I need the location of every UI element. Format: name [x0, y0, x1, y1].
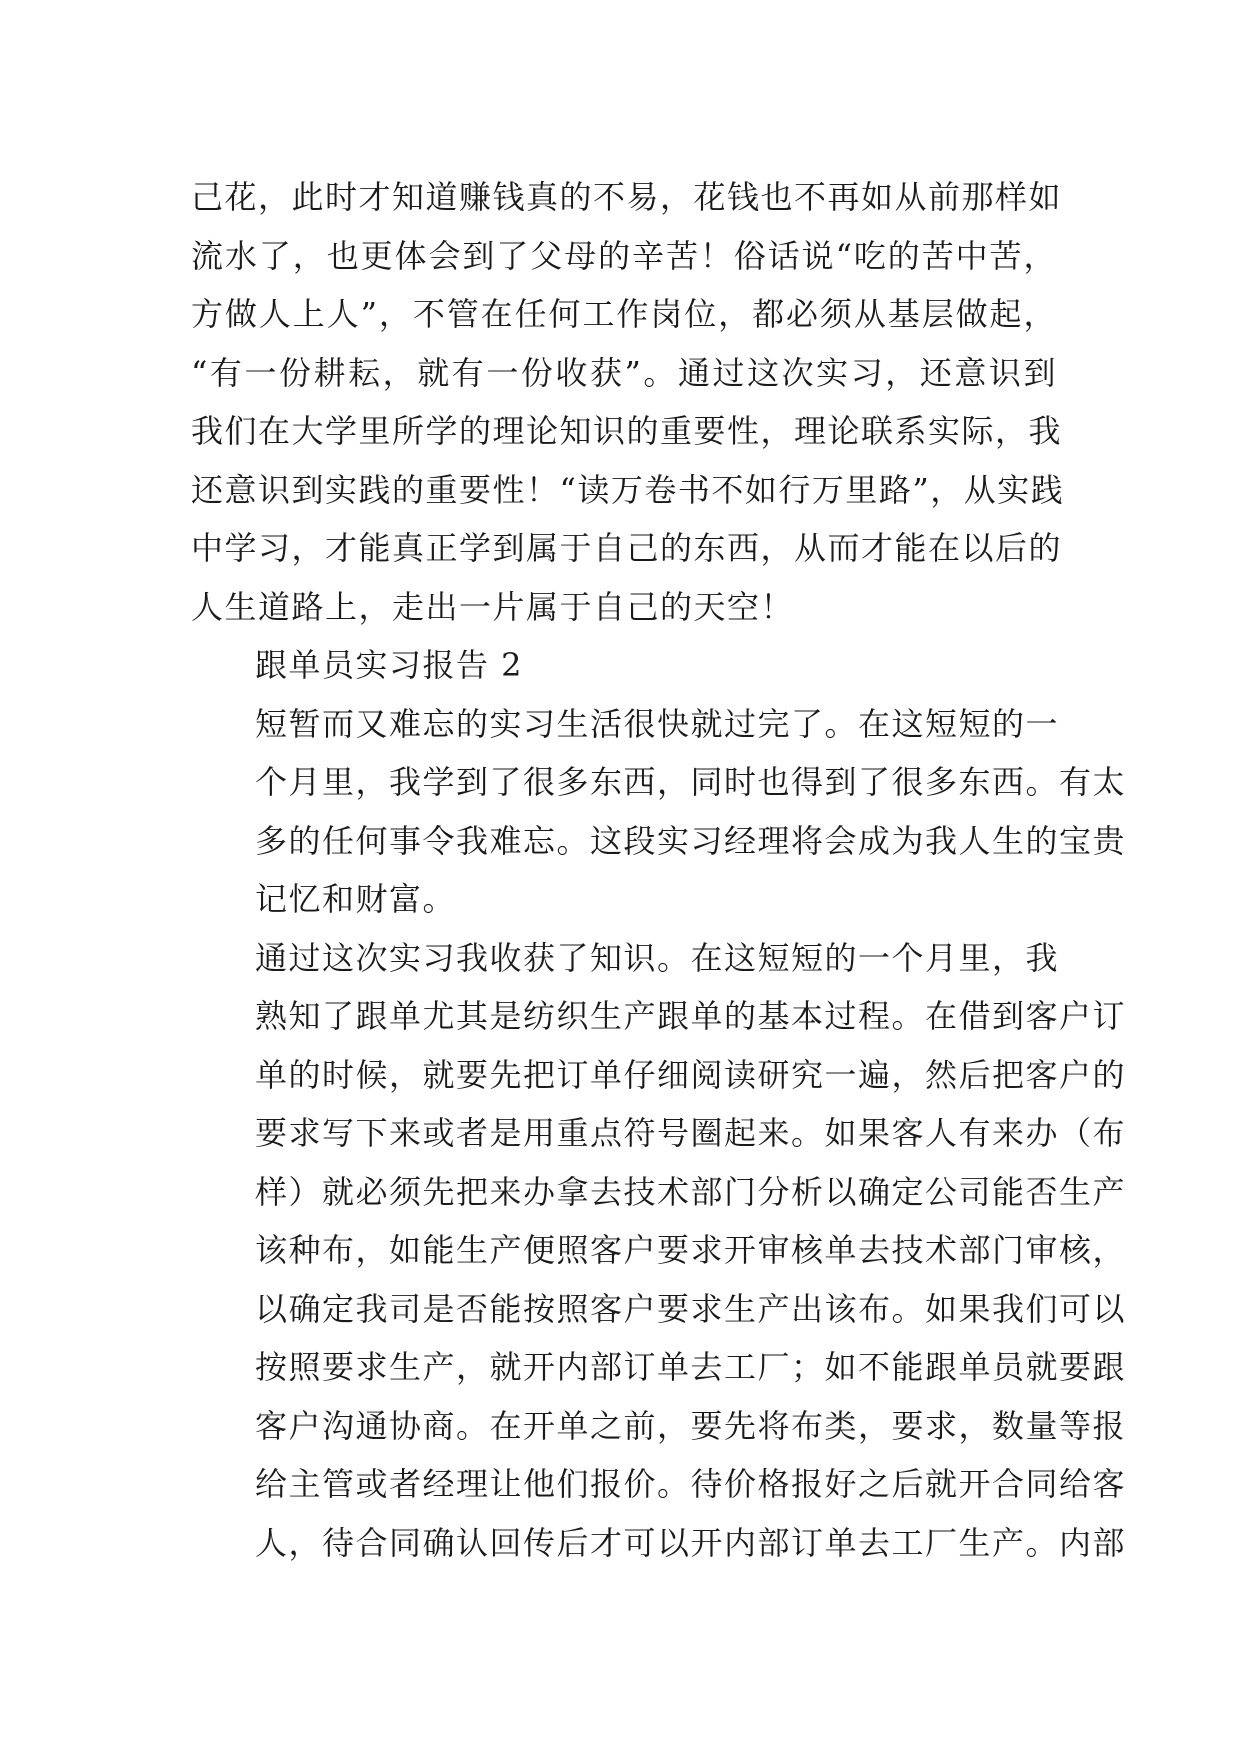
text-line: 单的时候，就要先把订单仔细阅读研究一遍，然后把客户的 [255, 1055, 1127, 1094]
text-line: 个月里，我学到了很多东西，同时也得到了很多东西。有太 [255, 763, 1127, 801]
document-body [191, 168, 1127, 1572]
section-heading [191, 636, 1057, 695]
text-line: 记忆和财富。 [255, 880, 457, 918]
text-line: 我们在大学里所学的理论知识的重要性，理论联系实际，我 [191, 412, 1063, 450]
text-line: 给主管或者经理让他们报价。待价格报好之后就开合同给客 [255, 1465, 1127, 1503]
paragraph [191, 929, 1127, 1573]
text-line: 人生道路上，走出一片属于自己的天空！ [191, 587, 795, 626]
text-line: 客户沟通协商。在开单之前，要先将布类，要求，数量等报 [255, 1406, 1127, 1445]
text-line: 人，待合同确认回传后才可以开内部订单去工厂生产。内部 [255, 1523, 1127, 1562]
text-line: 样）就必须先把来办拿去技术部门分析以确定公司能否生产 [255, 1172, 1127, 1211]
text-line: 以确定我司是否能按照客户要求生产出该布。如果我们可以 [255, 1289, 1127, 1328]
text-line: 还意识到实践的重要性！“读万卷书不如行万里路”，从实践 [191, 470, 1065, 509]
text-line: 要求写下来或者是用重点符号圈起来。如果客人有来办（布 [255, 1114, 1127, 1152]
text-line: 熟知了跟单尤其是纺织生产跟单的基本过程。在借到客户订 [255, 997, 1127, 1035]
paragraph [191, 168, 1065, 636]
text-line: 多的任何事令我难忘。这段实习经理将会成为我人生的宝贵 [255, 821, 1127, 860]
paragraph [191, 695, 1127, 929]
text-line: 跟单员实习报告 2 [255, 646, 524, 684]
text-line: 短暂而又难忘的实习生活很快就过完了。在这短短的一 [255, 704, 1060, 743]
text-line: 流水了，也更体会到了父母的辛苦！俗话说“吃的苦中苦， [191, 236, 1057, 275]
text-line: 按照要求生产，就开内部订单去工厂；如不能跟单员就要跟 [255, 1348, 1127, 1386]
text-line: 该种布，如能生产便照客户要求开审核单去技术部门审核， [255, 1231, 1127, 1269]
text-line: 通过这次实习我收获了知识。在这短短的一个月里，我 [255, 938, 1060, 977]
text-line: 己花，此时才知道赚钱真的不易，花钱也不再如从前那样如 [191, 178, 1063, 216]
text-line: 方做人上人”，不管在任何工作岗位，都必须从基层做起， [191, 295, 1057, 333]
text-line: “有一份耕耘，就有一份收获”。通过这次实习，还意识到 [191, 353, 1057, 392]
text-line: 中学习，才能真正学到属于自己的东西，从而才能在以后的 [191, 529, 1063, 567]
